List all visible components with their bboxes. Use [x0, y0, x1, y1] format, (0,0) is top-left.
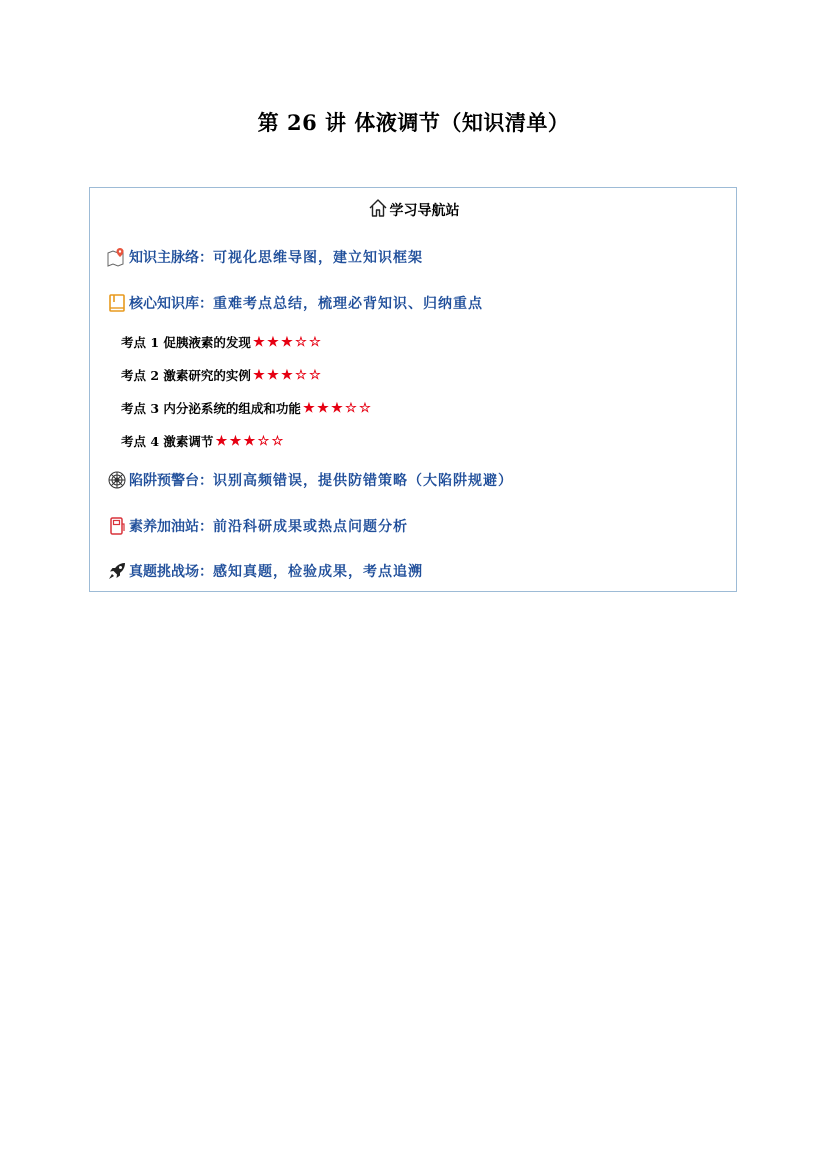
star-rating: [252, 336, 322, 349]
star-filled-icon: ★: [267, 334, 279, 350]
page-title: 第 26 讲 体液调节（知识清单）: [257, 110, 570, 135]
star-filled-icon: ★: [243, 433, 256, 449]
star-filled-icon: ★: [253, 334, 265, 350]
star-empty-icon: ☆: [295, 367, 307, 383]
nav-row-literacy-station[interactable]: 素养加油站 ： 前沿科研成果或热点问题分析: [107, 515, 408, 537]
star-rating: [302, 402, 372, 415]
star-empty-icon: ☆: [345, 400, 357, 416]
star-empty-icon: ☆: [295, 334, 307, 350]
star-filled-icon: ★: [253, 367, 265, 383]
star-empty-icon: ☆: [257, 433, 270, 449]
web-trap-icon: [107, 470, 127, 490]
star-filled-icon: ★: [281, 367, 293, 383]
star-filled-icon: ★: [331, 400, 343, 416]
nav-row-core-knowledge[interactable]: 核心知识库 ： 重难考点总结，梳理必背知识、归纳重点: [107, 292, 483, 314]
nav-header: [0, 198, 827, 222]
star-filled-icon: ★: [303, 400, 315, 416]
star-filled-icon: ★: [229, 433, 242, 449]
star-filled-icon: ★: [267, 367, 279, 383]
star-empty-icon: ☆: [271, 433, 284, 449]
nav-header-label: 学习导航站: [389, 203, 460, 219]
rocket-icon: [107, 561, 127, 581]
star-rating: [214, 435, 284, 448]
star-filled-icon: ★: [215, 433, 228, 449]
nav-row-real-exam[interactable]: 真题挑战场 ： 感知真题，检验成果，考点追溯: [107, 560, 423, 582]
map-pin-icon: [107, 247, 127, 267]
key-point-2[interactable]: 考点 2 激素研究的实例 ★ ★ ★ ☆ ☆: [121, 367, 321, 383]
star-filled-icon: ★: [317, 400, 329, 416]
key-point-4[interactable]: 考点 4 激素调节 ★ ★ ★ ☆ ☆: [121, 433, 284, 449]
star-empty-icon: ☆: [309, 334, 321, 350]
nav-row-trap-warning[interactable]: 陷阱预警台 ： 识别高频错误，提供防错策略（大陷阱规避）: [107, 469, 513, 491]
star-empty-icon: ☆: [359, 400, 371, 416]
star-filled-icon: ★: [281, 334, 293, 350]
fuel-icon: [107, 516, 127, 536]
key-point-1[interactable]: 考点 1 促胰液素的发现 ★ ★ ★ ☆ ☆: [121, 334, 321, 350]
key-point-3[interactable]: 考点 3 内分泌系统的组成和功能 ★ ★ ★ ☆ ☆: [121, 400, 371, 416]
nav-row-mind-map[interactable]: 知识主脉络 ： 可视化思维导图，建立知识框架: [107, 246, 423, 268]
star-empty-icon: ☆: [309, 367, 321, 383]
home-icon: [368, 198, 388, 222]
book-icon: [107, 293, 127, 313]
star-rating: [252, 369, 322, 382]
